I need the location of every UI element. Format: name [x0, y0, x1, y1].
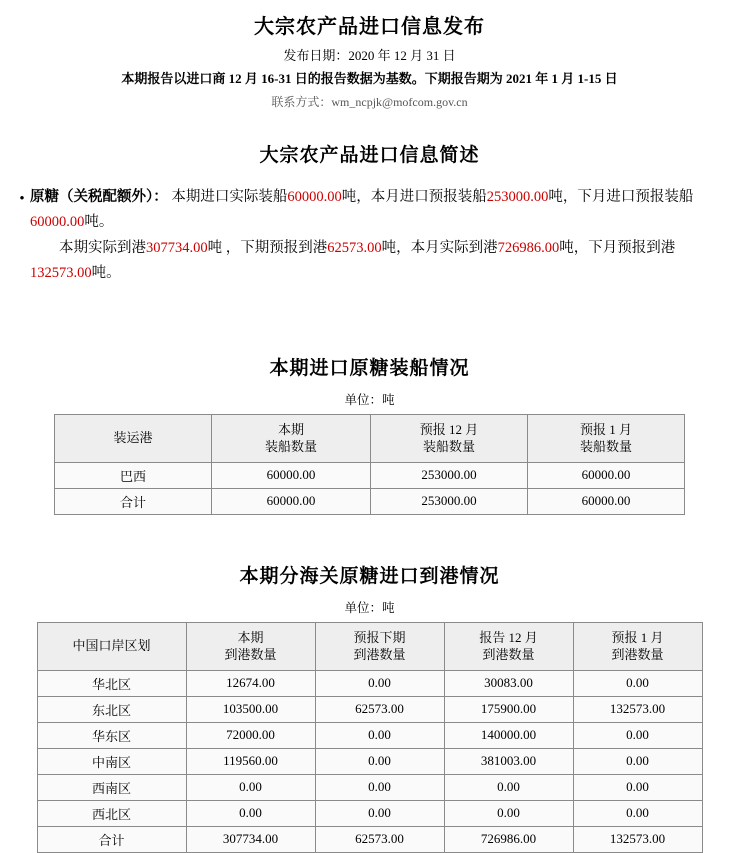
cell-jan: 0.00: [573, 774, 702, 800]
cell-jan: 60000.00: [528, 462, 685, 488]
line2-text-1: 本期实际到港: [59, 239, 146, 256]
cell-next: 0.00: [315, 670, 444, 696]
cell-port: 巴西: [55, 462, 212, 488]
arrival-col-next-l2: 到港数量: [353, 647, 406, 663]
arrival-col-dec-l1: 报告 12 月: [479, 629, 538, 645]
shipping-col-dec-l1: 预报 12 月: [419, 421, 479, 437]
arrival-table-head: [37, 622, 702, 670]
cell-dec: 140000.00: [444, 722, 573, 748]
arrival-col-next: [315, 622, 444, 670]
line2-text-4: 吨，下月预报到港: [559, 239, 676, 256]
shipping-section-title: 本期进口原糖装船情况: [269, 357, 470, 379]
cell-jan: 0.00: [573, 800, 702, 826]
cell-current: 60000.00: [212, 488, 371, 514]
line1-text-4: 吨。: [84, 214, 114, 231]
cell-current: 72000.00: [186, 722, 315, 748]
cell-region: 中南区: [37, 748, 186, 774]
arrival-col-current: [186, 622, 315, 670]
cell-port: 合计: [55, 488, 212, 514]
cell-region: 华北区: [37, 670, 186, 696]
arrival-unit-label: 单位：吨: [344, 600, 395, 615]
cell-current: 60000.00: [212, 462, 371, 488]
line2-value-2: 62573.00: [327, 239, 382, 256]
cell-next: 0.00: [315, 748, 444, 774]
table-row: [37, 722, 702, 748]
commodity-label: 原糖（关税配额外）：: [30, 189, 168, 205]
shipping-col-jan-l1: 预报 1 月: [579, 421, 632, 437]
cell-dec: 30083.00: [444, 670, 573, 696]
shipping-unit-label: 单位：吨: [344, 392, 395, 407]
shipping-col-current-l1: 本期: [277, 421, 304, 437]
line2-text-2: 吨 ，下期预报到港: [207, 239, 328, 256]
summary-block: [14, 185, 711, 287]
arrival-col-current-l2: 到港数量: [224, 647, 277, 663]
cell-current: 103500.00: [186, 696, 315, 722]
cell-jan: 0.00: [573, 748, 702, 774]
cell-next: 0.00: [315, 774, 444, 800]
cell-region: 合计: [37, 826, 186, 852]
report-period-note: 本期报告以进口商 12 月 16-31 日的报告数据为基数。下期报告期为 2021 年 1 月 1-15 日: [121, 71, 618, 86]
shipping-table-head: [55, 414, 685, 462]
cell-current: 307734.00: [186, 826, 315, 852]
arrival-col-next-l1: 预报下期: [353, 629, 406, 645]
cell-dec: 0.00: [444, 774, 573, 800]
publish-date: 发布日期：2020 年 12 月 31 日: [283, 48, 456, 63]
cell-jan: 132573.00: [573, 696, 702, 722]
arrival-col-jan-l1: 预报 1 月: [611, 629, 664, 645]
arrival-header-row: [37, 622, 702, 670]
cell-current: 0.00: [186, 774, 315, 800]
line1-value-2: 253000.00: [486, 189, 549, 205]
arrival-table-body: [37, 670, 702, 852]
summary-line-2: [30, 236, 711, 287]
cell-dec: 175900.00: [444, 696, 573, 722]
shipping-col-port-l1: 装运港: [113, 430, 153, 446]
line1-text-3: 吨，下月进口预报装船: [548, 189, 694, 205]
cell-current: 12674.00: [186, 670, 315, 696]
summary-bullet-body: [30, 185, 711, 287]
cell-region: 东北区: [37, 696, 186, 722]
table-row: [37, 696, 702, 722]
table-row: [37, 774, 702, 800]
cell-region: 华东区: [37, 722, 186, 748]
shipping-table-body: [55, 462, 685, 514]
cell-dec: 0.00: [444, 800, 573, 826]
shipping-col-dec-l2: 装船数量: [422, 439, 475, 455]
cell-next: 0.00: [315, 722, 444, 748]
shipping-header-row: [55, 414, 685, 462]
line1-value-3: 60000.00: [30, 214, 85, 231]
arrival-col-jan-l2: 到港数量: [611, 647, 664, 663]
table-row: [37, 670, 702, 696]
shipping-col-jan-l2: 装船数量: [579, 439, 632, 455]
arrival-col-dec: [444, 622, 573, 670]
shipping-col-dec-forecast: [371, 414, 528, 462]
table-row: [55, 488, 685, 514]
line2-value-1: 307734.00: [146, 239, 208, 256]
cell-next: 62573.00: [315, 696, 444, 722]
cell-current: 119560.00: [186, 748, 315, 774]
summary-title: 大宗农产品进口信息简述: [259, 145, 480, 166]
table-row: [37, 826, 702, 852]
shipping-col-jan-forecast: [528, 414, 685, 462]
line1-value-1: 60000.00: [287, 189, 342, 205]
cell-jan: 60000.00: [528, 488, 685, 514]
contact-info: 联系方式：wm_ncpjk@mofcom.gov.cn: [271, 95, 468, 109]
arrival-col-dec-l2: 到港数量: [482, 647, 535, 663]
arrival-section-title: 本期分海关原糖进口到港情况: [239, 565, 500, 587]
line1-text-2: 吨，本月进口预报装船: [341, 189, 487, 205]
page-title: 大宗农产品进口信息发布: [254, 16, 485, 38]
shipping-col-current-l2: 装船数量: [264, 439, 317, 455]
cell-region: 西南区: [37, 774, 186, 800]
cell-dec: 253000.00: [371, 488, 528, 514]
table-row: [37, 800, 702, 826]
cell-next: 0.00: [315, 800, 444, 826]
cell-dec: 253000.00: [371, 462, 528, 488]
summary-line-1: [30, 185, 711, 236]
cell-dec: 726986.00: [444, 826, 573, 852]
cell-jan: 0.00: [573, 722, 702, 748]
arrival-col-region: [37, 622, 186, 670]
cell-next: 62573.00: [315, 826, 444, 852]
cell-jan: 132573.00: [573, 826, 702, 852]
line2-text-5: 吨。: [91, 265, 121, 282]
bullet-icon: •: [19, 191, 25, 207]
line1-text-1: 本期进口实际装船: [171, 189, 288, 205]
arrival-col-region-l1: 中国口岸区划: [72, 638, 151, 654]
cell-current: 0.00: [186, 800, 315, 826]
line2-value-3: 726986.00: [497, 239, 560, 256]
arrival-col-current-l1: 本期: [237, 629, 264, 645]
cell-dec: 381003.00: [444, 748, 573, 774]
cell-jan: 0.00: [573, 670, 702, 696]
cell-region: 西北区: [37, 800, 186, 826]
arrival-col-jan: [573, 622, 702, 670]
line2-value-4: 132573.00: [30, 265, 92, 282]
table-row: [37, 748, 702, 774]
arrival-table: [37, 622, 703, 853]
shipping-table: [54, 414, 685, 515]
summary-bullet-item: [14, 185, 711, 287]
line2-text-3: 吨，本月实际到港: [381, 239, 498, 256]
shipping-col-current: [212, 414, 371, 462]
table-row: [55, 462, 685, 488]
shipping-col-port: [55, 414, 212, 462]
